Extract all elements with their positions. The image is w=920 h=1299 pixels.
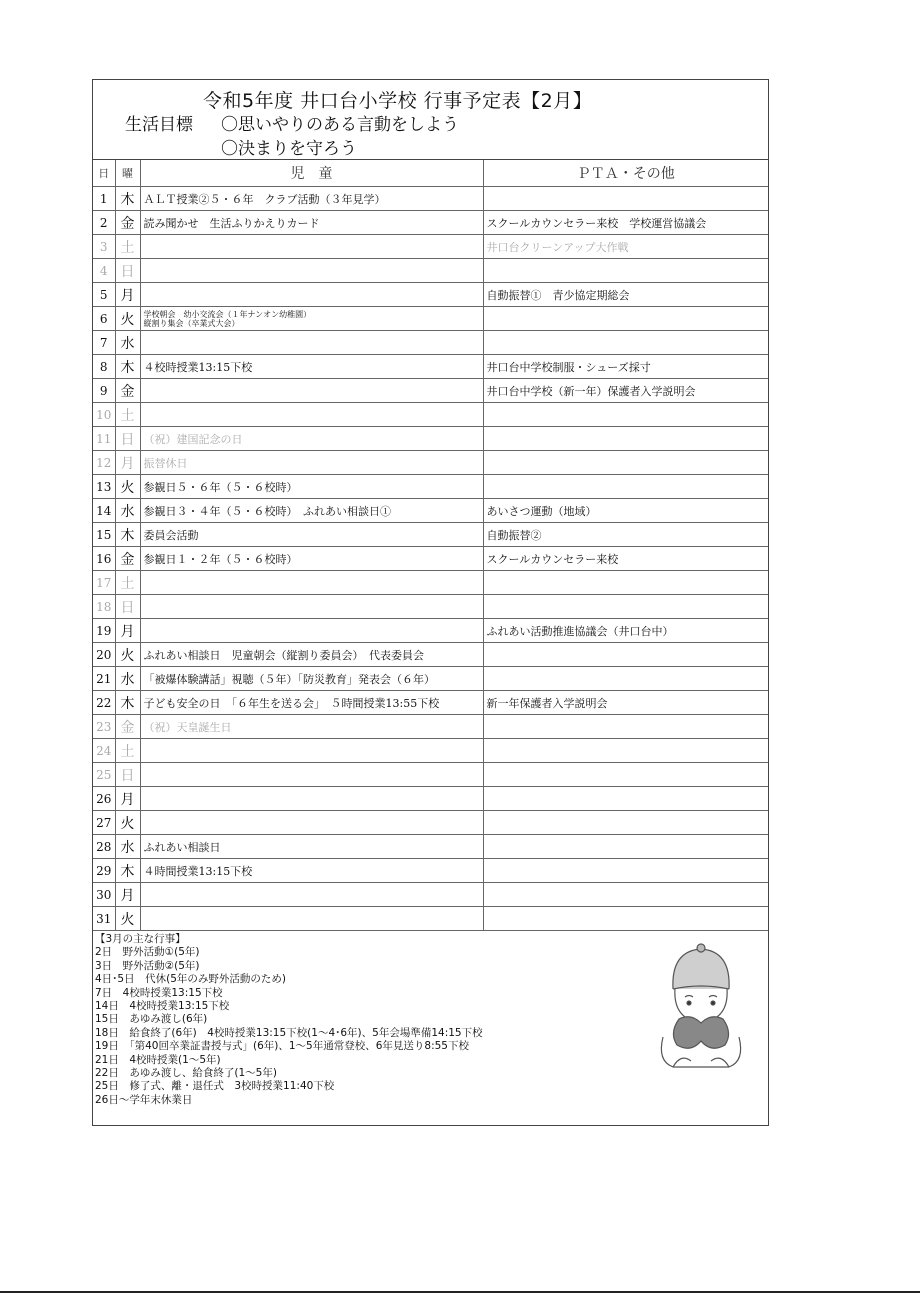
day-cell: 25 [93,763,115,787]
pta-cell [483,475,768,499]
day-cell: 2 [93,211,115,235]
weekday-cell: 水 [115,499,140,523]
table-row [93,403,768,427]
table-row [93,235,768,259]
table-row [93,331,768,355]
pta-cell [483,715,768,739]
weekday-cell: 日 [115,427,140,451]
day-cell: 9 [93,379,115,403]
day-cell: 27 [93,811,115,835]
weekday-cell: 日 [115,763,140,787]
weekday-cell: 水 [115,667,140,691]
weekday-cell: 土 [115,403,140,427]
weekday-cell: 木 [115,523,140,547]
children-cell [140,283,483,307]
table-row [93,283,768,307]
weekday-cell: 金 [115,211,140,235]
table-row [93,475,768,499]
children-cell [140,235,483,259]
day-cell: 31 [93,907,115,931]
march-item: 19日 「第40回卒業証書授与式」(6年)、1～5年通常登校、6年見送り8:55下校 [95,1040,469,1053]
page-title: 令和5年度 井口台小学校 行事予定表【2月】 [203,90,593,112]
march-item: 2日 野外活動①(5年) [95,946,200,959]
children-cell [140,331,483,355]
weekday-cell: 水 [115,331,140,355]
pta-cell: 井口台中学校制服・シューズ採寸 [483,355,768,379]
table-row [93,667,768,691]
day-cell: 30 [93,883,115,907]
day-cell: 15 [93,523,115,547]
header-weekday: 曜 [115,160,140,187]
table-row [93,427,768,451]
day-cell: 10 [93,403,115,427]
march-item: 26日～学年末休業日 [95,1093,193,1106]
weekday-cell: 月 [115,883,140,907]
march-item: 4日･5日 代休(5年のみ野外活動のため) [95,973,286,986]
pta-cell: 自動振替① 青少協定期総会 [483,283,768,307]
pta-cell [483,451,768,475]
day-cell: 20 [93,643,115,667]
day-cell: 18 [93,595,115,619]
table-row [93,811,768,835]
march-item: 15日 あゆみ渡し(6年) [95,1013,208,1026]
table-row [93,859,768,883]
day-cell: 22 [93,691,115,715]
pta-cell [483,859,768,883]
pta-cell [483,403,768,427]
weekday-cell: 木 [115,355,140,379]
weekday-cell: 火 [115,643,140,667]
document-header [93,80,768,160]
day-cell: 3 [93,235,115,259]
children-cell [140,403,483,427]
table-row [93,187,768,211]
day-cell: 17 [93,571,115,595]
pta-cell [483,883,768,907]
winter-girl-illustration [651,941,751,1069]
pta-cell [483,835,768,859]
day-cell: 29 [93,859,115,883]
day-cell: 26 [93,787,115,811]
march-item: 22日 あゆみ渡し、給食終了(1～5年) [95,1067,277,1080]
day-cell: 23 [93,715,115,739]
day-cell: 14 [93,499,115,523]
march-item: 3日 野外活動②(5年) [95,959,200,972]
life-goal-1: 〇思いやりのある言動をしよう [221,115,459,135]
weekday-cell: 木 [115,187,140,211]
pta-cell: 自動振替② [483,523,768,547]
day-cell: 13 [93,475,115,499]
pta-cell: スクールカウンセラー来校 学校運営協議会 [483,211,768,235]
table-row [93,835,768,859]
table-row [93,379,768,403]
march-events [93,931,768,1125]
weekday-cell: 火 [115,907,140,931]
pta-cell [483,763,768,787]
table-row [93,571,768,595]
pta-cell [483,739,768,763]
header-day: 日 [93,160,115,187]
children-cell [140,907,483,931]
children-cell: （祝）建国記念の日 [140,427,483,451]
children-cell: （祝）天皇誕生日 [140,715,483,739]
children-cell: ＡＬＴ授業②５・６年 クラブ活動（３年見学） [140,187,483,211]
children-cell: ４校時授業13:15下校 [140,355,483,379]
day-cell: 5 [93,283,115,307]
table-header-row [93,160,768,187]
day-cell: 8 [93,355,115,379]
children-cell: 読み聞かせ 生活ふりかえりカード [140,211,483,235]
table-row [93,619,768,643]
children-cell [140,763,483,787]
children-cell: 参観日３・４年（５・６校時） ふれあい相談日① [140,499,483,523]
pta-cell [483,331,768,355]
day-cell: 16 [93,547,115,571]
table-row [93,715,768,739]
pta-cell: 新一年保護者入学説明会 [483,691,768,715]
weekday-cell: 月 [115,787,140,811]
table-row [93,907,768,931]
day-cell: 1 [93,187,115,211]
table-row [93,307,768,331]
day-cell: 21 [93,667,115,691]
table-row [93,883,768,907]
pta-cell [483,307,768,331]
pta-cell [483,427,768,451]
table-row [93,787,768,811]
children-cell [140,787,483,811]
children-cell [140,571,483,595]
children-cell: ふれあい相談日 [140,835,483,859]
pta-cell: あいさつ運動（地域） [483,499,768,523]
weekday-cell: 金 [115,379,140,403]
weekday-cell: 月 [115,283,140,307]
children-cell [140,739,483,763]
pta-cell [483,259,768,283]
table-row [93,739,768,763]
pta-cell [483,643,768,667]
children-cell [140,595,483,619]
weekday-cell: 月 [115,451,140,475]
march-item: 14日 4校時授業13:15下校 [95,1000,230,1013]
children-cell [140,883,483,907]
header-children: 児 童 [140,160,483,187]
children-cell [140,379,483,403]
weekday-cell: 日 [115,259,140,283]
weekday-cell: 土 [115,571,140,595]
table-row [93,355,768,379]
pta-cell [483,787,768,811]
table-row [93,523,768,547]
weekday-cell: 木 [115,859,140,883]
children-cell: 学校朝会 幼小交流会（１年ナンオン幼稚園） 縦割り集会（卒業式大会） [140,307,483,331]
weekday-cell: 火 [115,475,140,499]
children-cell: 「被爆体験講話」視聴（５年）「防災教育」発表会（６年） [140,667,483,691]
pta-cell [483,571,768,595]
table-row [93,499,768,523]
day-cell: 28 [93,835,115,859]
march-item: 7日 4校時授業13:15下校 [95,986,223,999]
table-row [93,763,768,787]
day-cell: 12 [93,451,115,475]
march-item: 25日 修了式、離・退任式 3校時授業11:40下校 [95,1080,335,1093]
pta-cell [483,811,768,835]
pta-cell [483,667,768,691]
children-cell [140,619,483,643]
schedule-document [92,79,769,1126]
children-cell: 子ども安全の日 「６年生を送る会」 ５時間授業13:55下校 [140,691,483,715]
day-cell: 7 [93,331,115,355]
weekday-cell: 土 [115,235,140,259]
weekday-cell: 火 [115,811,140,835]
children-cell: ふれあい相談日 児童朝会（縦割り委員会） 代表委員会 [140,643,483,667]
table-row [93,259,768,283]
pta-cell [483,595,768,619]
day-cell: 24 [93,739,115,763]
table-row [93,595,768,619]
pta-cell [483,907,768,931]
pta-cell: ふれあい活動推進協議会（井口台中） [483,619,768,643]
life-goal-label: 生活目標 [125,115,193,135]
weekday-cell: 日 [115,595,140,619]
schedule-table [93,160,768,931]
weekday-cell: 火 [115,307,140,331]
weekday-cell: 金 [115,715,140,739]
weekday-cell: 木 [115,691,140,715]
children-cell: 委員会活動 [140,523,483,547]
day-cell: 6 [93,307,115,331]
day-cell: 11 [93,427,115,451]
life-goal-2: 〇決まりを守ろう [221,139,357,159]
table-row [93,211,768,235]
march-heading: 【3月の主な行事】 [95,933,186,945]
page-bottom-edge [0,1291,920,1293]
children-cell: 振替休日 [140,451,483,475]
pta-cell [483,187,768,211]
weekday-cell: 水 [115,835,140,859]
march-item: 18日 給食終了(6年) 4校時授業13:15下校(1～4･6年)、5年会場準備14:15下校 [95,1026,483,1039]
children-cell: 参観日５・６年（５・６校時） [140,475,483,499]
weekday-cell: 金 [115,547,140,571]
pta-cell: 井口台クリーンアップ大作戦 [483,235,768,259]
children-cell [140,259,483,283]
march-item: 21日 4校時授業(1～5年) [95,1053,221,1066]
children-cell: ４時間授業13:15下校 [140,859,483,883]
header-pta: ＰＴＡ・その他 [483,160,768,187]
weekday-cell: 月 [115,619,140,643]
weekday-cell: 土 [115,739,140,763]
day-cell: 19 [93,619,115,643]
pta-cell: 井口台中学校（新一年）保護者入学説明会 [483,379,768,403]
table-row [93,643,768,667]
table-row [93,547,768,571]
children-cell: 参観日１・２年（５・６校時） [140,547,483,571]
table-row [93,451,768,475]
children-cell [140,811,483,835]
table-row [93,691,768,715]
day-cell: 4 [93,259,115,283]
pta-cell: スクールカウンセラー来校 [483,547,768,571]
